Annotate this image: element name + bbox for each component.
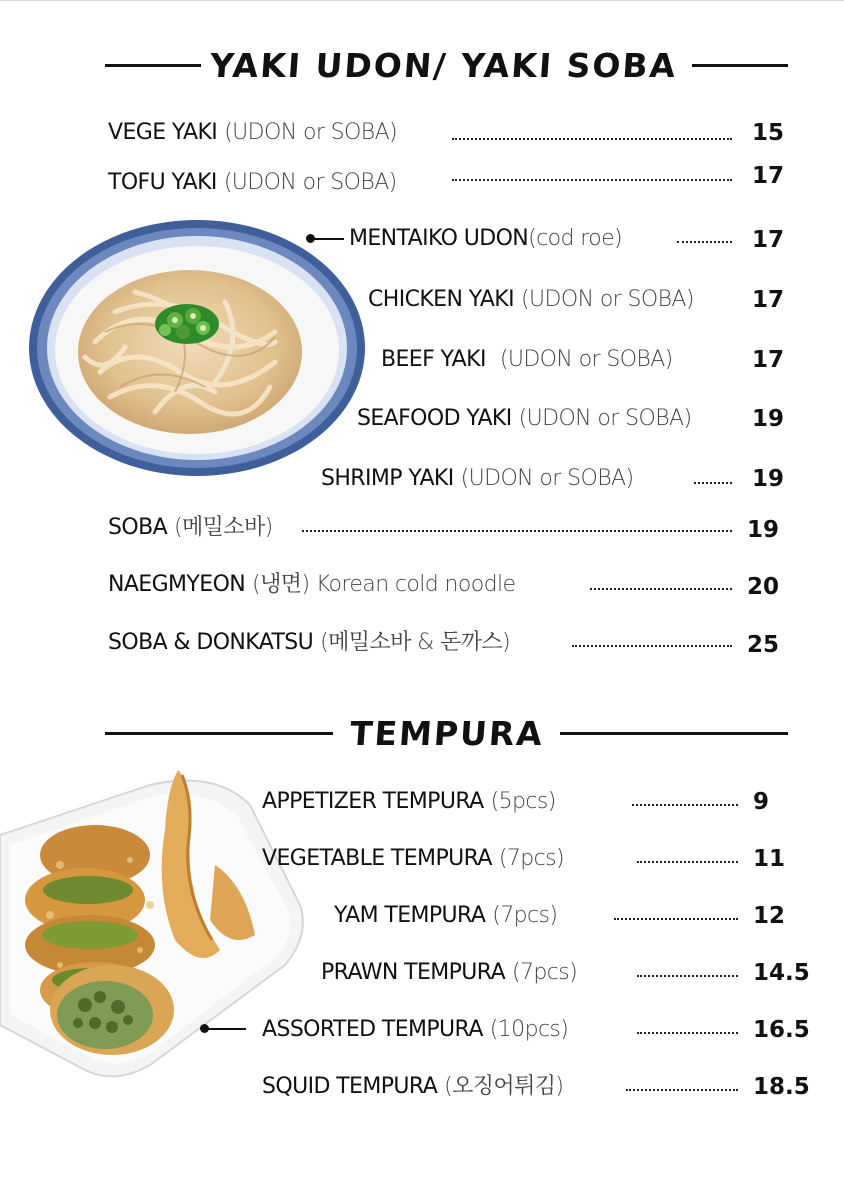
- item-price: 19: [752, 406, 785, 432]
- item-price: 9: [753, 789, 770, 815]
- item-note: (7pcs): [498, 846, 564, 871]
- item-note: (오징어튀김): [444, 1074, 564, 1099]
- item-price: 19: [747, 517, 780, 543]
- item-note: (UDON or SOBA): [460, 466, 634, 491]
- menu-item: [262, 787, 556, 817]
- item-price: 17: [752, 163, 785, 189]
- dot-leader: [614, 918, 738, 920]
- dot-leader: [452, 138, 732, 140]
- item-name: CHICKEN YAKI: [368, 287, 515, 312]
- item-price: 17: [752, 287, 785, 313]
- item-price: 18.5: [753, 1074, 810, 1100]
- item-name: NAEGMYEON: [108, 572, 246, 597]
- item-note: (냉면) Korean cold noodle: [252, 572, 516, 597]
- dot-leader: [694, 482, 732, 484]
- item-price: 19: [752, 466, 785, 492]
- item-note: (메밀소바 & 돈까스): [320, 630, 511, 655]
- item-note: (10pcs): [489, 1017, 569, 1042]
- item-price: 20: [747, 574, 780, 600]
- menu-item: [368, 285, 694, 315]
- item-name: MENTAIKO UDON: [349, 226, 529, 251]
- item-note: (7pcs): [512, 960, 578, 985]
- page-top-border: [0, 0, 844, 1]
- dot-leader: [626, 1089, 738, 1091]
- item-note: (UDON or SOBA): [223, 170, 397, 195]
- item-price: 12: [753, 903, 786, 929]
- item-note: (UDON or SOBA): [518, 406, 692, 431]
- item-price: 16.5: [753, 1017, 810, 1043]
- item-price: 17: [752, 347, 785, 373]
- item-name: TOFU YAKI: [108, 170, 217, 195]
- title-rule-right: [692, 64, 788, 67]
- dot-leader: [637, 975, 738, 977]
- menu-item: [108, 628, 510, 658]
- udon-bowl-photo: [25, 212, 370, 480]
- menu-item: [321, 958, 577, 988]
- menu-item: [108, 570, 515, 600]
- menu-item: [334, 901, 557, 931]
- dot-leader: [590, 588, 732, 590]
- pointer-line: [206, 1028, 246, 1030]
- item-note: (UDON or SOBA): [499, 347, 673, 372]
- dot-leader: [572, 645, 732, 647]
- title-rule-right: [560, 732, 788, 735]
- menu-item: [262, 1072, 563, 1102]
- item-name: SHRIMP YAKI: [321, 466, 454, 491]
- item-name: SEAFOOD YAKI: [357, 406, 512, 431]
- item-price: 11: [753, 846, 786, 872]
- menu-item: [108, 118, 397, 148]
- item-name: YAM TEMPURA: [334, 903, 486, 928]
- item-name: ASSORTED TEMPURA: [262, 1017, 483, 1042]
- menu-item: [321, 464, 633, 494]
- item-name: SOBA: [108, 515, 168, 540]
- item-price: 17: [752, 227, 785, 253]
- menu-item: [357, 404, 691, 434]
- item-name: PRAWN TEMPURA: [321, 960, 506, 985]
- item-note: (UDON or SOBA): [224, 120, 397, 145]
- item-price: 14.5: [753, 960, 810, 986]
- item-name: BEEF YAKI: [381, 347, 486, 372]
- item-name: APPETIZER TEMPURA: [262, 789, 484, 814]
- item-note: (7pcs): [492, 903, 558, 928]
- menu-item: [108, 168, 397, 198]
- item-note: (cod roe): [528, 226, 623, 251]
- pointer-line: [312, 238, 344, 240]
- section-title-tempura: TEMPURA: [348, 714, 546, 753]
- item-price: 15: [752, 120, 785, 146]
- menu-item: [349, 224, 622, 254]
- item-name: VEGE YAKI: [108, 120, 218, 145]
- item-name: VEGETABLE TEMPURA: [262, 846, 492, 871]
- menu-item: [381, 345, 673, 375]
- menu-item: [262, 1015, 568, 1045]
- item-name: SOBA & DONKATSU: [108, 630, 314, 655]
- menu-item: [108, 513, 273, 543]
- dot-leader: [637, 861, 738, 863]
- item-price: 25: [747, 632, 780, 658]
- menu-item: [262, 844, 564, 874]
- item-name: SQUID TEMPURA: [262, 1074, 438, 1099]
- dot-leader: [302, 530, 732, 532]
- item-note: (메밀소바): [174, 515, 273, 540]
- dot-leader: [452, 179, 732, 181]
- title-rule-left: [105, 732, 333, 735]
- item-note: (UDON or SOBA): [521, 287, 694, 312]
- item-note: (5pcs): [490, 789, 556, 814]
- title-rule-left: [105, 64, 201, 67]
- dot-leader: [632, 804, 738, 806]
- section-title-yaki: YAKI UDON/ YAKI SOBA: [208, 46, 679, 85]
- dot-leader: [637, 1032, 738, 1034]
- dot-leader: [677, 241, 732, 243]
